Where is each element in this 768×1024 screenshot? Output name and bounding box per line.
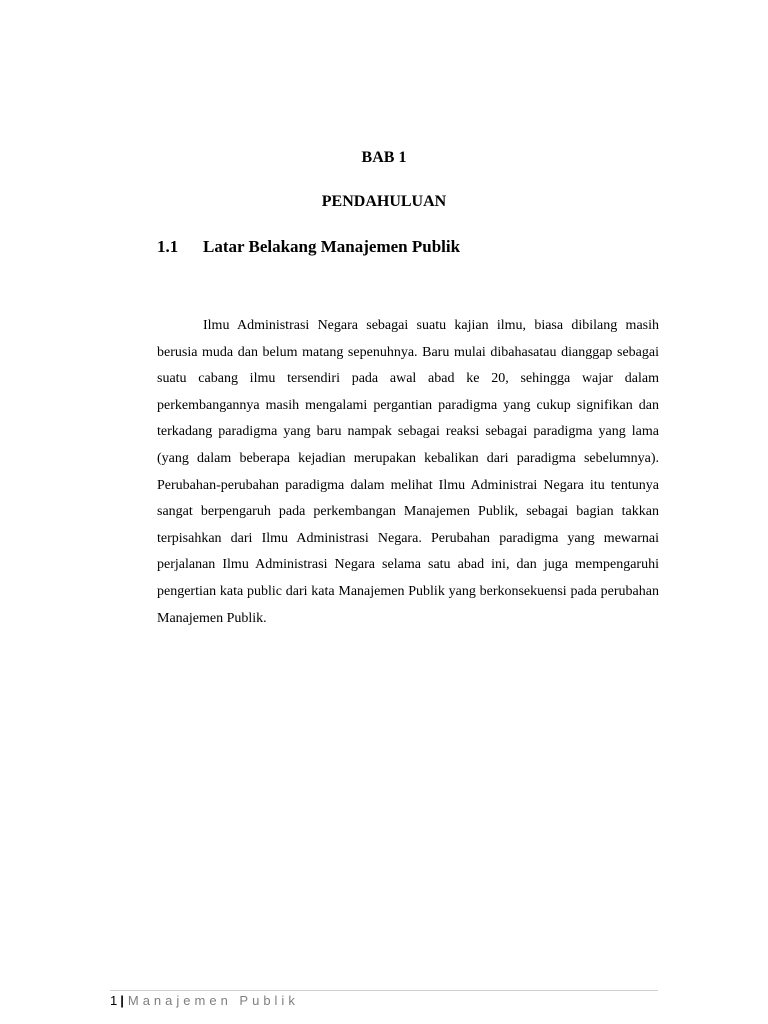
chapter-label: BAB 1 <box>361 149 407 166</box>
body-paragraph: Ilmu Administrasi Negara sebagai suatu kajian ilmu, biasa dibilang masih berusia muda dan belum matang sepenuhnya. Baru mulai dibahasatau dianggap sebagai suatu cabang ilmu tersendiri pada awal abad ke 20, sehingga wajar dalam perkembangannya masih mengalami pergantian paradigma yang cukup signifikan dan terkadang paradigma yang baru nampak sebagai reaksi sebagai paradigma yang lama (yang dalam beberapa kejadian merupakan kebalikan dari paradigma sebelumnya). Perubahan-perubahan paradigma dalam melihat Ilmu Administrai Negara itu tentunya sangat berpengaruh pada perkembangan Manajemen Publik, sebagai bagian takkan terpisahkan dari Ilmu Administrasi Negara. Perubahan paradigma yang mewarnai perjalanan Ilmu Administrasi Negara selama satu abad ini, dan juga mempengaruhi pengertian kata public dari kata Manajemen Publik yang berkonsekuensi pada perubahan Manajemen Publik. <box>157 318 659 626</box>
page-footer <box>110 992 299 1010</box>
footer-page-number: 1 <box>110 993 118 1008</box>
section-heading <box>157 236 460 258</box>
section-number: 1.1 <box>157 237 179 256</box>
footer-separator: | <box>120 993 124 1008</box>
footer-title: Manajemen Publik <box>127 993 299 1008</box>
section-title: Latar Belakang Manajemen Publik <box>203 237 461 256</box>
chapter-title: PENDAHULUAN <box>321 193 447 210</box>
footer-divider <box>110 990 658 991</box>
